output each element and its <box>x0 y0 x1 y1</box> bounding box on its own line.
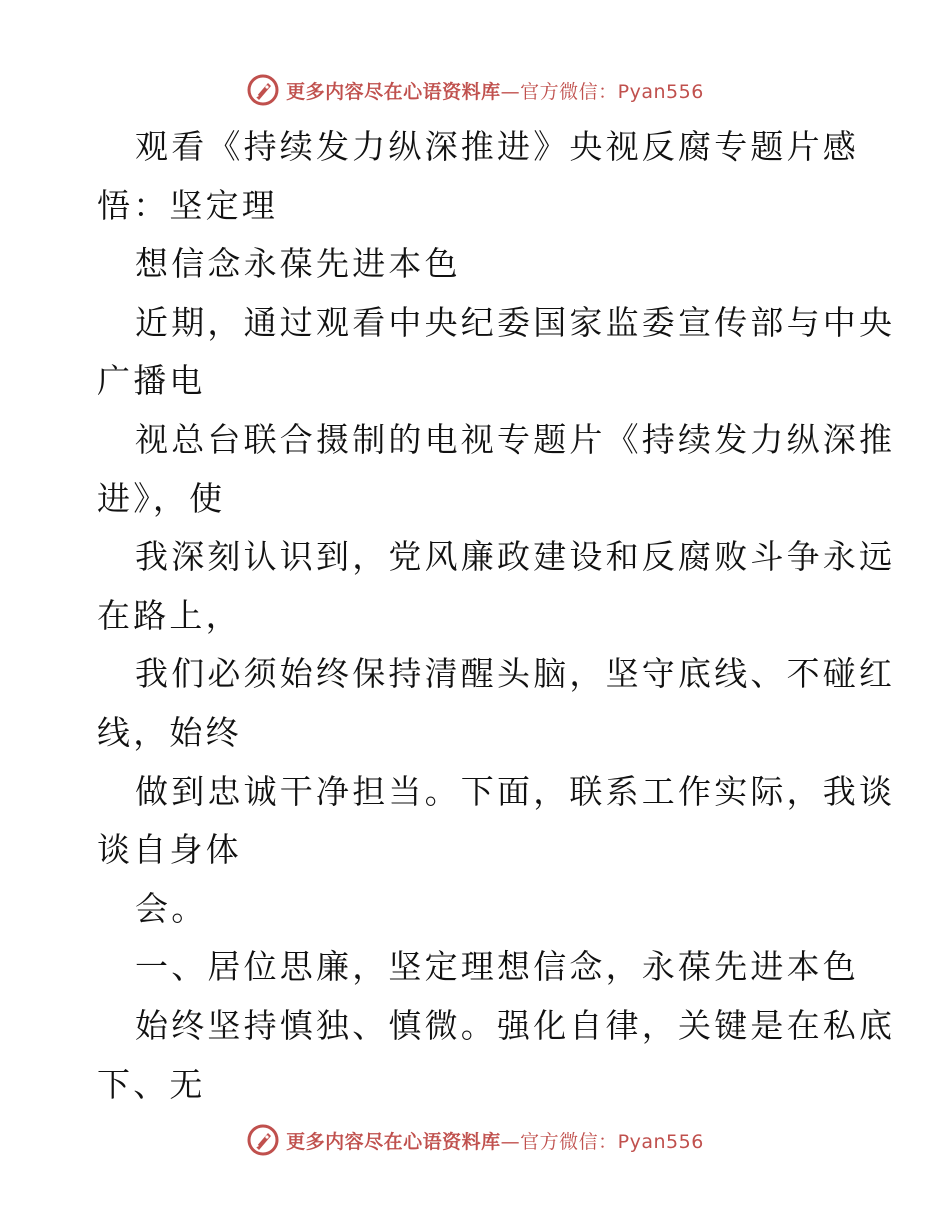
document-body <box>97 118 896 1114</box>
banner-main-text: 更多内容尽在心语资料库 <box>286 1130 501 1153</box>
text-line: 始终坚持慎独、慎微。强化自律，关键是在私底 <box>135 1005 896 1045</box>
text-line: 近期，通过观看中央纪委国家监委宣传部与中央 <box>135 302 896 342</box>
pen-nib-logo-icon <box>246 73 280 107</box>
text-line: 悟：坚定理 <box>97 185 278 225</box>
banner-wechat-text: 官方微信：Pyan556 <box>520 1130 704 1153</box>
text-line: 我们必须始终保持清醒头脑，坚守底线、不碰红 <box>135 654 896 694</box>
text-line: 线，始终 <box>97 712 242 752</box>
text-line: 观看《持续发力纵深推进》央视反腐专题片感 <box>135 127 859 166</box>
text-line: 想信念永葆先进本色 <box>135 244 461 284</box>
footer-banner <box>0 1120 950 1160</box>
banner-text <box>286 1127 704 1154</box>
text-line: 进》，使 <box>97 478 226 518</box>
text-line: 广播电 <box>97 361 206 401</box>
banner-dash: — <box>500 1130 521 1153</box>
banner-text <box>286 77 704 104</box>
text-line: 会。 <box>135 888 208 928</box>
banner-main-text: 更多内容尽在心语资料库 <box>286 80 501 103</box>
text-line: 做到忠诚干净担当。下面，联系工作实际，我谈 <box>135 771 896 811</box>
banner-wechat-text: 官方微信：Pyan556 <box>520 80 704 103</box>
text-line: 下、无 <box>97 1064 206 1104</box>
header-banner <box>0 70 950 110</box>
section-heading: 一、居位思廉，坚定理想信念，永葆先进本色 <box>135 947 859 987</box>
text-line: 视总台联合摄制的电视专题片《持续发力纵深推 <box>135 419 896 459</box>
banner-dash: — <box>500 80 521 103</box>
text-line: 我深刻认识到，党风廉政建设和反腐败斗争永远 <box>135 537 896 577</box>
pen-nib-logo-icon <box>246 1123 280 1157</box>
text-line: 谈自身体 <box>97 830 242 870</box>
text-line: 在路上， <box>97 595 242 635</box>
